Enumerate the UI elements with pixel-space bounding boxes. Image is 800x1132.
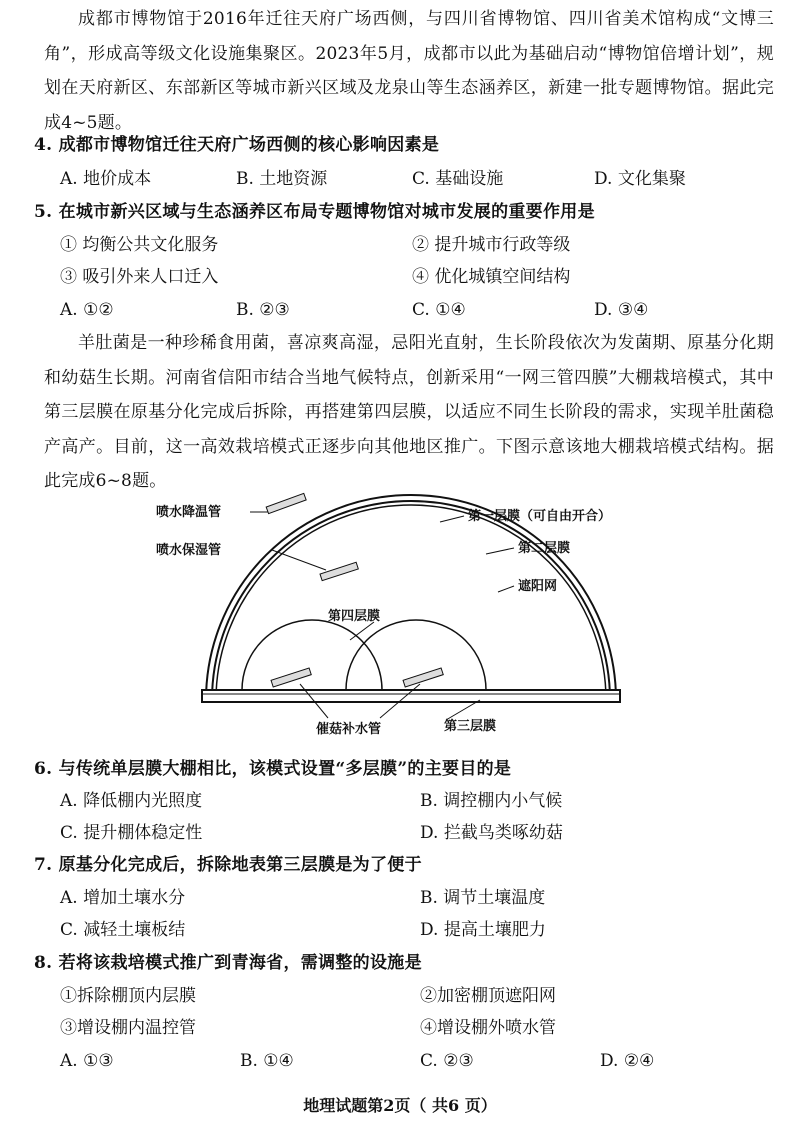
q8-option-a: A. ①③ <box>60 1051 114 1071</box>
q6-option-a: A. 降低棚内光照度 <box>60 791 203 811</box>
question-4-stem: 4. 成都市博物馆迁往天府广场西侧的核心影响因素是 <box>34 135 440 155</box>
first-film-arc <box>216 505 606 700</box>
label-film2: 第二层膜 <box>518 541 571 556</box>
label-spray-humid: 喷水保湿管 <box>156 543 222 558</box>
q4-option-c: C. 基础设施 <box>412 169 504 189</box>
q5-option-b: B. ②③ <box>236 300 290 320</box>
q7-option-a: A. 增加土壤水分 <box>60 888 186 908</box>
q6-option-d: D. 拦截鸟类啄幼菇 <box>420 823 563 843</box>
label-film3: 第三层膜 <box>444 719 497 734</box>
q8-item-4: ④增设棚外喷水管 <box>420 1018 556 1038</box>
greenhouse-diagram <box>150 490 670 745</box>
q4-option-b: B. 土地资源 <box>236 169 328 189</box>
q4-option-a: A. 地价成本 <box>60 169 152 189</box>
second-film-arc <box>212 501 610 700</box>
label-water-pipe: 催菇补水管 <box>316 722 382 737</box>
q6-option-c: C. 提升棚体稳定性 <box>60 823 203 843</box>
q5-option-d: D. ③④ <box>594 300 649 320</box>
q5-item-1: ① 均衡公共文化服务 <box>60 235 219 255</box>
q5-option-c: C. ①④ <box>412 300 466 320</box>
q6-option-b: B. 调控棚内小气候 <box>420 791 563 811</box>
passage-morel: 羊肚菌是一种珍稀食用菌，喜凉爽高湿，忌阳光直射，生长阶段依次为发菌期、原基分化期和幼菇生长期。河南省信阳市结合当地气候特点，创新采用“一网三管四膜”大棚栽培模式，其中第三层膜在原基分化完成后拆除，再搭建第四层膜，以适应不同生长阶段的需求，实现羊肚菌稳产高产。目前，这一高效栽培模式正逐步向其他地区推广。下图示意该地大棚栽培模式结构。据此完成6~8题。 <box>44 333 774 491</box>
label-shade-net: 遮阳网 <box>518 579 558 594</box>
shade-net-arc <box>206 495 616 700</box>
question-8-stem: 8. 若将该栽培模式推广到青海省，需调整的设施是 <box>34 953 422 973</box>
q5-item-4: ④ 优化城镇空间结构 <box>412 267 571 287</box>
q8-option-d: D. ②④ <box>600 1051 655 1071</box>
label-spray-cool: 喷水降温管 <box>156 505 222 520</box>
q8-option-c: C. ②③ <box>420 1051 474 1071</box>
q8-item-3: ③增设棚内温控管 <box>60 1018 196 1038</box>
q7-option-c: C. 减轻土壤板结 <box>60 920 186 940</box>
question-6-stem: 6. 与传统单层膜大棚相比，该模式设置“多层膜”的主要目的是 <box>34 759 512 779</box>
q8-item-2: ②加密棚顶遮阳网 <box>420 986 556 1006</box>
question-7-stem: 7. 原基分化完成后，拆除地表第三层膜是为了便于 <box>34 855 422 875</box>
q7-option-b: B. 调节土壤温度 <box>420 888 546 908</box>
passage-museum: 成都市博物馆于2016年迁往天府广场西侧，与四川省博物馆、四川省美术馆构成“文博三角”，形成高等级文化设施集聚区。2023年5月，成都市以此为基础启动“博物馆倍增计划”，规划在天府新区、东部新区等城市新兴区域及龙泉山等生态涵养区，新建一批专题博物馆。据此完成4~5题。 <box>44 9 774 133</box>
q8-option-b: B. ①④ <box>240 1051 294 1071</box>
fourth-film-dome-left <box>242 620 382 690</box>
q5-item-3: ③ 吸引外来人口迁入 <box>60 267 219 287</box>
label-film4: 第四层膜 <box>328 609 381 624</box>
q5-item-2: ② 提升城市行政等级 <box>412 235 571 255</box>
label-film1: 第一层膜（可自由开合） <box>468 509 612 524</box>
q7-option-d: D. 提高土壤肥力 <box>420 920 546 940</box>
water-pipe-left <box>271 668 311 687</box>
q8-item-1: ①拆除棚顶内层膜 <box>60 986 196 1006</box>
question-5-stem: 5. 在城市新兴区域与生态涵养区布局专题博物馆对城市发展的重要作用是 <box>34 202 595 222</box>
q5-option-a: A. ①② <box>60 300 114 320</box>
spray-cooling-pipe <box>266 493 306 513</box>
q4-option-d: D. 文化集聚 <box>594 169 686 189</box>
page-footer: 地理试题第2页（ 共6 页） <box>303 1096 497 1115</box>
spray-humid-pipe <box>320 562 358 580</box>
water-pipe-right <box>403 668 443 687</box>
